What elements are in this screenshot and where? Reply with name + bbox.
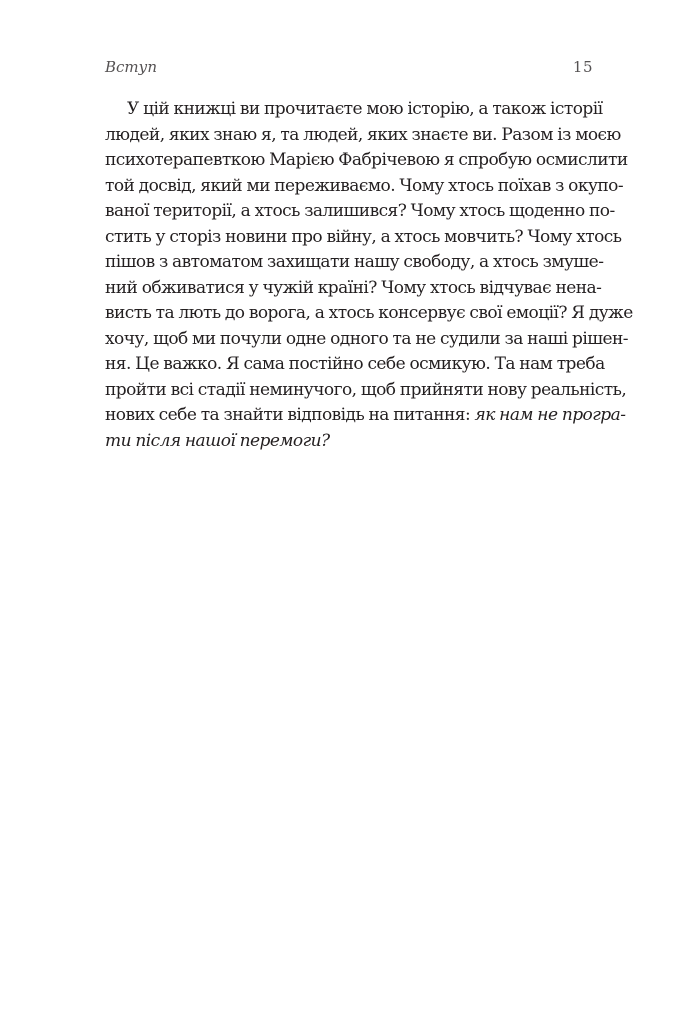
text-line: психотерапевткою Марією Фабрічевою я спробую осмислити xyxy=(105,150,628,170)
text-line: пройти всі стадії неминучого, щоб прийняти нову реальність, xyxy=(105,379,627,400)
text-line: пішов з автоматом захищати нашу свободу, а хтось змуше- xyxy=(105,252,604,272)
text-line: У цій книжці ви прочитаєте мою історію, а також історії xyxy=(127,99,603,119)
text-line xyxy=(105,403,626,429)
closing-question-end: ти після нашої перемоги? xyxy=(105,430,330,451)
text-line-regular-part: нових себе та знайти відповідь на питання: xyxy=(105,405,475,425)
section-title: Вступ xyxy=(105,58,158,76)
text-line: хочу, щоб ми почули одне одного та не судили за наші рішен- xyxy=(105,328,628,349)
text-line: стить у сторіз новини про війну, а хтось мовчить? Чому хтось xyxy=(105,226,622,247)
text-line: людей, яких знаю я, та людей, яких знаєте ви. Разом із моєю xyxy=(105,124,621,145)
running-header xyxy=(105,58,593,82)
text-line: ний обживатися у чужій країні? Чому хтось відчуває нена- xyxy=(105,277,602,298)
body-paragraph xyxy=(105,97,633,454)
page-number: 15 xyxy=(572,58,593,76)
text-line: ня. Це важко. Я сама постійно себе осмикую. Та нам треба xyxy=(105,354,605,374)
text-line: ваної території, а хтось залишився? Чому хтось щоденно по- xyxy=(105,201,615,221)
text-line: той досвід, який ми переживаємо. Чому хтось поїхав з окупо- xyxy=(105,175,624,196)
closing-question-part: як нам не програ- xyxy=(474,405,626,425)
text-line: висть та лють до ворога, а хтось консервує свої емоції? Я дуже xyxy=(105,303,633,323)
